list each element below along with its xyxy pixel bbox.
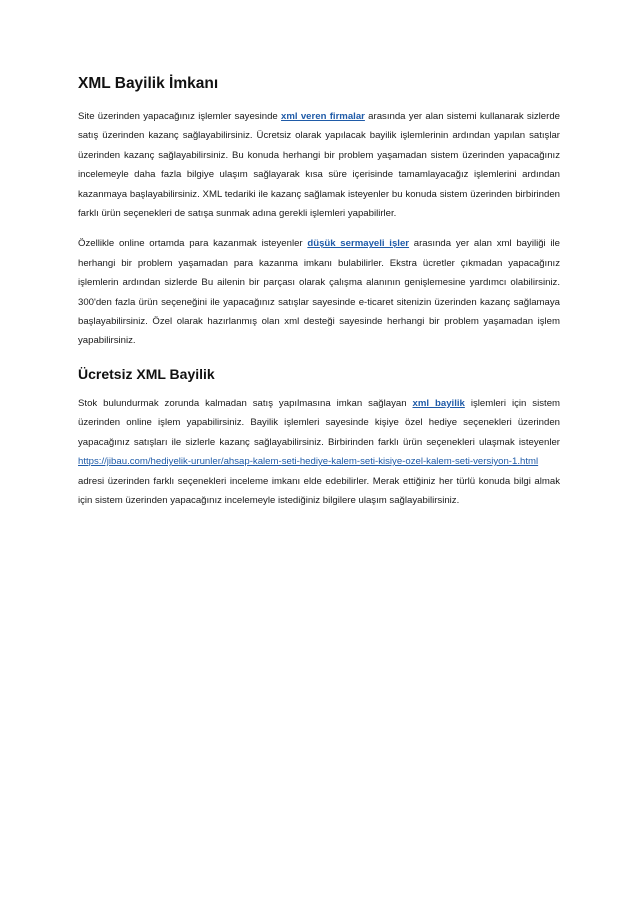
paragraph-text: arasında yer alan sistemi kullanarak sizlerde satış üzerinden kazanç sağlayabilirsiniz. Ücretsiz olarak yapılacak bayilik işlemlerinin ardından yapılan satışlar üzerinden kazanç sağlayabilirsiniz. Bu konuda herhangi bir problem yaşamadan sistem üzerinden yapacağınız incelemeyle daha fazla bilgiye ulaşım sağlayarak kısa süre içerisinde tamamlayacağız işlemlerini ardından kazanmaya başlayabilirsiniz. XML tedariki ile kazanç sağlamak isteyenler bu konuda sistem üzerinden birbirinden farklı ürün seçenekleri de satışa sunmak adına gerekli işlemleri yapabilirler. xyxy=(78,111,560,220)
paragraph-text: Özellikle online ortamda para kazanmak isteyenler xyxy=(78,238,308,250)
paragraph-intro xyxy=(78,107,560,223)
paragraph-free-dealership xyxy=(78,394,560,510)
page-title: XML Bayilik İmkanı xyxy=(78,75,219,92)
paragraph-text: Stok bulundurmak zorunda kalmadan satış yapılmasına imkan sağlayan xyxy=(78,397,413,409)
dusuk-sermayeli-isler-link[interactable]: düşük sermayeli işler xyxy=(307,238,410,250)
paragraph-text: işlemleri için sistem üzerinden online işlem yapabilirsiniz. Bayilik işlemleri sayesinde kişiye özel hediye seçenekleri üzerinden yapacağınız satışları ile sizlerle kazanç sağlayabilirsiniz. Birbirinden farklı ürün seçenekleri ulaşmak isteyenler xyxy=(78,397,561,448)
paragraph-text: adresi üzerinden farklı seçenekleri inceleme imkanı elde edebilirler. Merak ettiğiniz her türlü konuda bilgi almak için sistem üzerinden yapacağınız incelemeyle istediğiniz bilgilere ulaşım sağlayabilirsiniz. xyxy=(78,475,560,506)
paragraph-online xyxy=(78,234,560,350)
xml-veren-firmalar-link[interactable]: xml veren firmalar xyxy=(281,111,365,122)
paragraph-text: Site üzerinden yapacağınız işlemler sayesinde xyxy=(78,111,282,122)
paragraph-text: arasında yer alan xml bayiliği ile herhangi bir problem yaşamadan para kazanma imkanı bulabilirler. Ekstra ücretler çıkmadan yapacağınız işlemlerin ardından sizlerde Bu ailenin bir parçası olarak çalışma alanının genişlemesine yardımcı olabilirsiniz. 300'den fazla ürün seçeneğini ile yapacağınız satışlar sayesinde e-ticaret sitenizin üzerinden kazanç sağlamaya başlayabilirsiniz. Özel olarak hazırlanmış olan xml desteği sayesinde herhangi bir problem yaşamadan işlem yapabilirsiniz. xyxy=(78,238,560,347)
jibau-url-link[interactable]: https://jibau.com/hediyelik-urunler/ahsap-kalem-seti-hediye-kalem-seti-kisiye-ozel-kalem-seti-versiyon-1.html xyxy=(78,456,539,468)
section-heading: Ücretsiz XML Bayilik xyxy=(78,365,215,382)
xml-bayilik-link[interactable]: xml bayilik xyxy=(412,397,465,409)
